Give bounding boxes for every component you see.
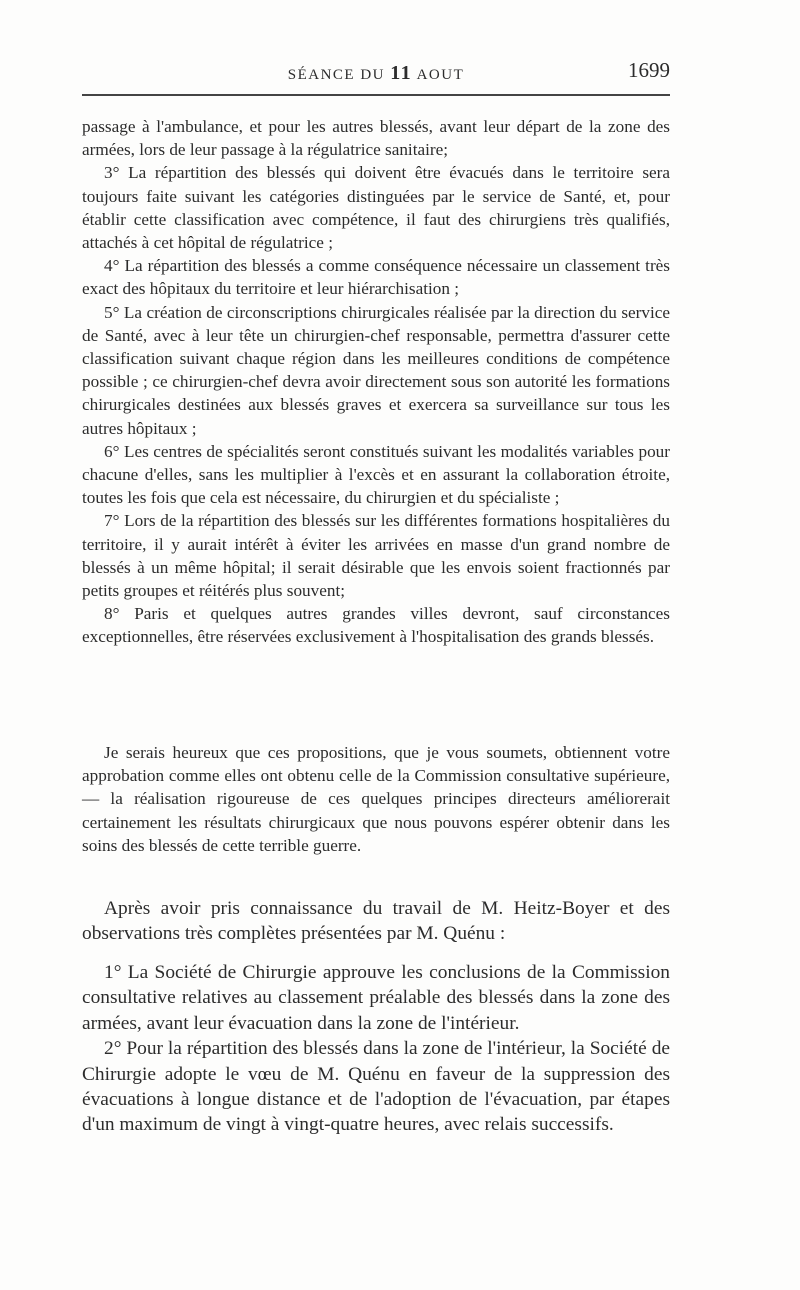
list-item-8: 8° Paris et quelques autres grandes villes devront, sauf circonstances exceptionnelles, être réservées exclusivement à l'hospitalisation des grands blessés.: [82, 604, 670, 647]
closing-section: [82, 741, 670, 857]
header-rule: [82, 94, 670, 96]
resolution-intro: Après avoir pris connaissance du travail de M. Heitz-Boyer et des observations très complètes présentées par M. Quénu :: [82, 898, 670, 945]
running-header: [82, 58, 670, 86]
resolution-items-section: [82, 960, 670, 1138]
list-item-5: 5° La création de circonscriptions chirurgicales réalisée par la direction du service de Santé, avec à leur tête un chirurgien-chef responsable, permettra d'assurer cette classification suivant chaque région dans les meilleures conditions de compétence possible ; ce chirurgien-chef devra avoir directement sous son autorité les formations chirurgicales destinées aux blessés graves et exercera sa surveillance sur tous les autres hôpitaux ;: [82, 302, 670, 438]
resolution-item-1: 1° La Société de Chirurgie approuve les conclusions de la Commission consultative relatives au classement préalable des blessés dans la zone des armées, avant leur évacuation dans la zone de l'intérieur.: [82, 962, 670, 1034]
running-title-day: 11: [390, 62, 413, 84]
running-title-month: AOUT: [412, 67, 465, 83]
list-item-6: 6° Les centres de spécialités seront constitués suivant les modalités variables pour chacune d'elles, sans les multiplier à l'excès et en assurant la collaboration étroite, toutes les fois que cela est nécessaire, du chirurgien et du spécialiste ;: [82, 441, 670, 508]
running-title: [82, 62, 670, 85]
list-item-3: 3° La répartition des blessés qui doivent être évacués dans le territoire sera toujours faite suivant les catégories distinguées par le service de Santé, et, pour établir cette classification avec compétence, il faut des chirurgiens très qualifiés, attachés à cet hôpital de régulatrice ;: [82, 163, 670, 253]
resolution-intro-section: [82, 896, 670, 947]
list-item-7: 7° Lors de la répartition des blessés sur les différentes formations hospitalières du territoire, il y aurait intérêt à éviter les arrivées en masse d'un grand nombre de blessés à un même hôpital; il serait désirable que les envois soient fractionnés par petits groupes et réitérés plus souvent;: [82, 511, 670, 601]
list-section: [82, 115, 670, 649]
paragraph-continuation: passage à l'ambulance, et pour les autres blessés, avant leur départ de la zone des armées, lors de leur passage à la régulatrice sanitaire;: [82, 117, 670, 160]
resolution-item-2: 2° Pour la répartition des blessés dans la zone de l'intérieur, la Société de Chirurgie adopte le vœu de M. Quénu en faveur de la suppression des évacuations à longue distance et de l'adoption de l'évacuation, par étapes d'un maximum de vingt à vingt-quatre heures, avec relais successifs.: [82, 1038, 670, 1136]
list-item-4: 4° La répartition des blessés a comme conséquence nécessaire un classement très exact des hôpitaux du territoire et leur hiérarchisation ;: [82, 256, 670, 299]
running-title-prefix: SÉANCE DU: [287, 67, 391, 83]
closing-paragraph: Je serais heureux que ces propositions, que je vous soumets, obtiennent votre approbation comme elles ont obtenu celle de la Commission consultative supérieure, — la réalisation rigoureuse de ces quelques principes directeurs améliorerait certainement les résultats chirurgicaux que nous pouvons espérer obtenir dans les soins des blessés de cette terrible guerre.: [82, 743, 670, 855]
page-number: 1699: [628, 58, 670, 82]
